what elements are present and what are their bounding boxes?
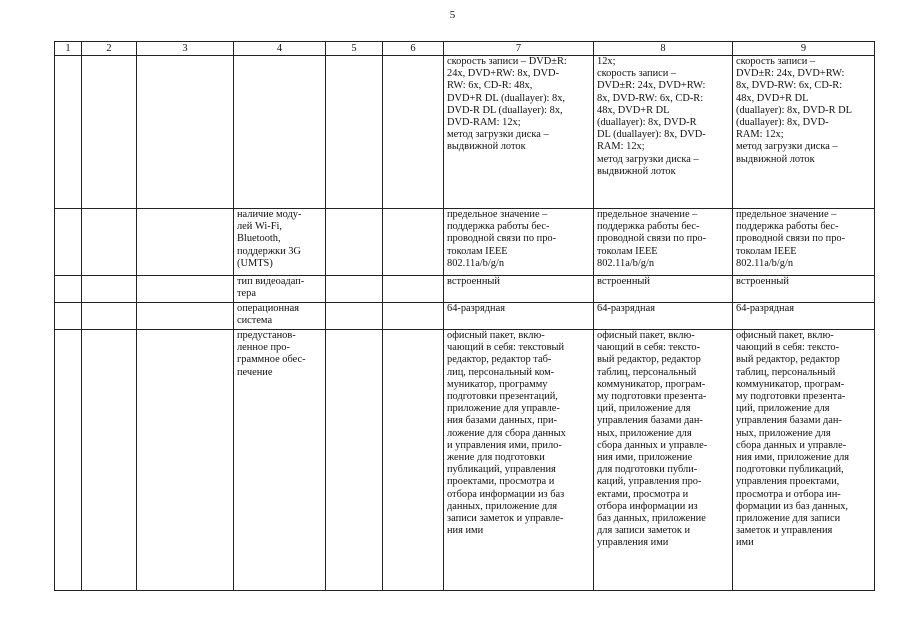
- table-cell: [137, 303, 234, 330]
- value-cell: встроенный: [733, 276, 875, 303]
- characteristic-name-cell: наличие моду- лей Wi-Fi, Bluetooth, поддержки 3G (UMTS): [234, 209, 326, 276]
- table-cell: [55, 56, 82, 209]
- table-cell: [55, 330, 82, 591]
- value-cell: встроенный: [444, 276, 594, 303]
- table-cell: [82, 209, 137, 276]
- characteristic-name-cell: тип видеоадап- тера: [234, 276, 326, 303]
- table-cell: [82, 330, 137, 591]
- value-cell: предельное значение – поддержка работы бес- проводной связи по про- токолам IEEE 802.11a/b/g/n: [594, 209, 733, 276]
- value-cell: офисный пакет, вклю- чающий в себя: текстовый редактор, редактор таб- лиц, персональный ком- муникатор, программу подготовки презентаций, приложение для управле- ния базами данных, при- ложение для сбора данных и управления ими, прило- жение для подготовки публикаций, управления проектами, просмотра и отбора информации из баз данных, приложение для записи заметок и управле- ния ими: [444, 330, 594, 591]
- column-number: 3: [137, 42, 234, 56]
- value-cell: встроенный: [594, 276, 733, 303]
- value-cell: предельное значение – поддержка работы бес- проводной связи по про- токолам IEEE 802.11a/b/g/n: [444, 209, 594, 276]
- value-cell: офисный пакет, вклю- чающий в себя: тексто- вый редактор, редактор таблиц, персональный коммуникатор, програм- му подготовки презента- ций, приложение для управления базами дан- ных, приложение для сбора данных и управле- ния ими, приложение для подготовки публикаций, управления проектами, просмотра и отбора ин- формации из баз данных, приложение для записи заметок и управления ими: [733, 330, 875, 591]
- characteristic-name-cell: операционная система: [234, 303, 326, 330]
- table-row: [55, 330, 875, 591]
- column-number: 5: [326, 42, 383, 56]
- table-cell: [326, 276, 383, 303]
- table-cell: [55, 209, 82, 276]
- value-cell: 64-разрядная: [594, 303, 733, 330]
- table-cell: [326, 56, 383, 209]
- table-cell: [82, 56, 137, 209]
- table-cell: [137, 209, 234, 276]
- value-cell: 64-разрядная: [444, 303, 594, 330]
- column-number: 8: [594, 42, 733, 56]
- table-row: [55, 303, 875, 330]
- table-cell: [137, 276, 234, 303]
- column-number-row: [55, 42, 875, 56]
- value-cell: скорость записи – DVD±R: 24x, DVD+RW: 8x, DVD- RW: 6x, CD-R: 48x, DVD+R DL (duallayer): 8x, DVD-R DL (duallayer): 8x, DVD-RAM: 12x; метод загрузки диска – выдвижной лоток: [444, 56, 594, 209]
- characteristic-name-cell: предустанов- ленное про- граммное обес- печение: [234, 330, 326, 591]
- column-number: 1: [55, 42, 82, 56]
- table-cell: [137, 56, 234, 209]
- column-number: 7: [444, 42, 594, 56]
- value-cell: 64-разрядная: [733, 303, 875, 330]
- value-cell: офисный пакет, вклю- чающий в себя: тексто- вый редактор, редактор таблиц, персональный коммуникатор, програм- му подготовки презента- ций, приложение для управления базами дан- ных, приложение для сбора данных и управле- ния ими, приложение для подготовки публи- каций, управления про- ектами, просмотра и отбора информации из баз данных, приложение для записи заметок и управления ими: [594, 330, 733, 591]
- table-row: [55, 56, 875, 209]
- table-cell: [383, 303, 444, 330]
- table-cell: [383, 330, 444, 591]
- table-cell: [383, 56, 444, 209]
- table-cell: [137, 330, 234, 591]
- column-number: 2: [82, 42, 137, 56]
- value-cell: предельное значение – поддержка работы бес- проводной связи по про- токолам IEEE 802.11a/b/g/n: [733, 209, 875, 276]
- table-row: [55, 209, 875, 276]
- table-cell: [326, 209, 383, 276]
- spec-table: [54, 41, 875, 591]
- characteristic-name-cell: [234, 56, 326, 209]
- table-cell: [55, 276, 82, 303]
- table-cell: [383, 209, 444, 276]
- column-number: 9: [733, 42, 875, 56]
- table-cell: [82, 276, 137, 303]
- table-cell: [55, 303, 82, 330]
- table-cell: [383, 276, 444, 303]
- table-cell: [326, 330, 383, 591]
- column-number: 4: [234, 42, 326, 56]
- table-row: [55, 276, 875, 303]
- table-cell: [326, 303, 383, 330]
- column-number: 6: [383, 42, 444, 56]
- value-cell: 12x; скорость записи – DVD±R: 24x, DVD+RW: 8x, DVD-RW: 6x, CD-R: 48x, DVD+R DL (duallayer): 8x, DVD-R DL (duallayer): 8x, DVD- RAM: 12x; метод загрузки диска – выдвижной лоток: [594, 56, 733, 209]
- page-number: 5: [449, 9, 456, 21]
- table-cell: [82, 303, 137, 330]
- value-cell: скорость записи – DVD±R: 24x, DVD+RW: 8x, DVD-RW: 6x, CD-R: 48x, DVD+R DL (duallayer): 8x, DVD-R DL (duallayer): 8x, DVD- RAM: 12x; метод загрузки диска – выдвижной лоток: [733, 56, 875, 209]
